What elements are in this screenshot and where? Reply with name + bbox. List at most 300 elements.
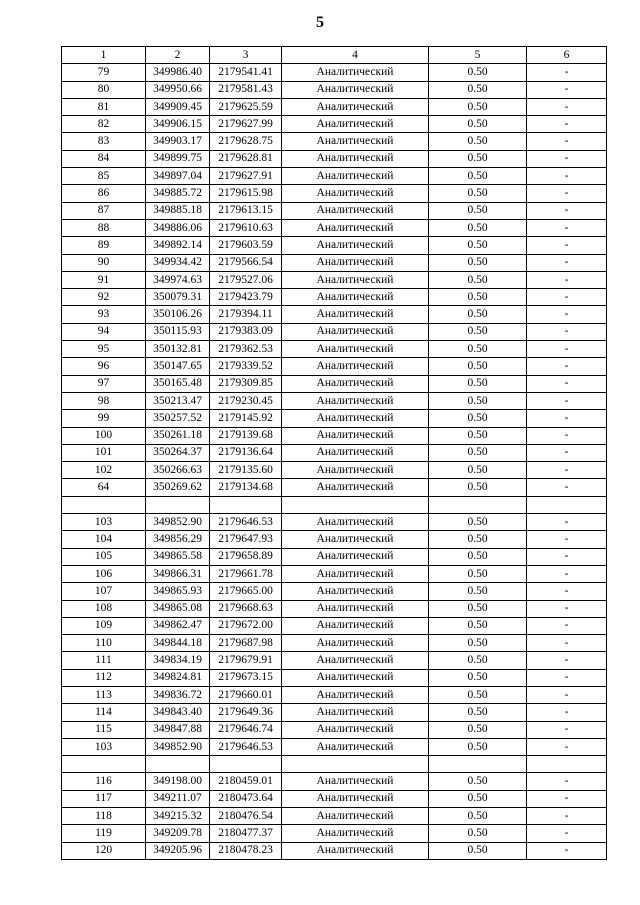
table-cell: 0.50 xyxy=(429,116,527,133)
table-cell: 2179665.00 xyxy=(210,583,282,600)
table-cell: 2179661.78 xyxy=(210,565,282,582)
table-cell: 350269.62 xyxy=(146,479,210,496)
table-cell: 107 xyxy=(62,583,146,600)
table-cell: Аналитический xyxy=(282,168,429,185)
table-cell: 0.50 xyxy=(429,669,527,686)
table-cell: Аналитический xyxy=(282,306,429,323)
table-row xyxy=(62,150,607,167)
table-cell: 349865.93 xyxy=(146,583,210,600)
table-cell: 0.50 xyxy=(429,150,527,167)
table-cell: 349198.00 xyxy=(146,773,210,790)
table-cell: Аналитический xyxy=(282,150,429,167)
table-cell: 349986.40 xyxy=(146,64,210,81)
table-cell: 0.50 xyxy=(429,375,527,392)
table-cell: 0.50 xyxy=(429,237,527,254)
table-cell: Аналитический xyxy=(282,462,429,479)
table-cell: 2179139.68 xyxy=(210,427,282,444)
table-cell: 349824.81 xyxy=(146,669,210,686)
table-header-row xyxy=(62,47,607,64)
table-cell: 2179658.89 xyxy=(210,548,282,565)
table-cell xyxy=(146,756,210,773)
table-cell: 120 xyxy=(62,842,146,859)
coordinates-table xyxy=(61,46,607,860)
table-cell: - xyxy=(527,462,607,479)
table-cell: 350147.65 xyxy=(146,358,210,375)
table-cell: 2179646.53 xyxy=(210,514,282,531)
table-cell: - xyxy=(527,427,607,444)
table-cell: - xyxy=(527,479,607,496)
table-cell: Аналитический xyxy=(282,323,429,340)
table-cell: 349866.31 xyxy=(146,565,210,582)
table-cell: 2179627.91 xyxy=(210,168,282,185)
table-cell: 0.50 xyxy=(429,427,527,444)
table-row xyxy=(62,358,607,375)
table-cell: 88 xyxy=(62,219,146,236)
table-cell: 0.50 xyxy=(429,306,527,323)
table-cell: - xyxy=(527,392,607,409)
table-row xyxy=(62,842,607,859)
table-cell: 2179627.99 xyxy=(210,116,282,133)
table-cell: 99 xyxy=(62,410,146,427)
table-cell: 350261.18 xyxy=(146,427,210,444)
table-cell: 0.50 xyxy=(429,271,527,288)
table-row xyxy=(62,617,607,634)
table-cell: 106 xyxy=(62,565,146,582)
table-cell: - xyxy=(527,790,607,807)
table-cell: 349934.42 xyxy=(146,254,210,271)
table-cell: 349847.88 xyxy=(146,721,210,738)
table-cell: - xyxy=(527,652,607,669)
table-row xyxy=(62,306,607,323)
table-cell: 350106.26 xyxy=(146,306,210,323)
table-cell: 0.50 xyxy=(429,617,527,634)
table-row xyxy=(62,219,607,236)
table-cell: 111 xyxy=(62,652,146,669)
table-cell: 349862.47 xyxy=(146,617,210,634)
table-cell xyxy=(146,496,210,513)
table-cell: Аналитический xyxy=(282,185,429,202)
table-cell: 0.50 xyxy=(429,254,527,271)
table-row xyxy=(62,462,607,479)
table-body xyxy=(62,64,607,860)
table-cell: - xyxy=(527,686,607,703)
table-cell: - xyxy=(527,548,607,565)
table-cell: 350257.52 xyxy=(146,410,210,427)
table-row xyxy=(62,600,607,617)
table-cell: 2179527.06 xyxy=(210,271,282,288)
table-cell: 0.50 xyxy=(429,704,527,721)
table-cell: Аналитический xyxy=(282,738,429,755)
table-cell: 0.50 xyxy=(429,219,527,236)
table-row xyxy=(62,479,607,496)
column-header: 4 xyxy=(282,47,429,64)
table-cell: - xyxy=(527,323,607,340)
table-cell: 350213.47 xyxy=(146,392,210,409)
table-cell xyxy=(282,756,429,773)
table-cell: 349885.72 xyxy=(146,185,210,202)
table-cell: Аналитический xyxy=(282,617,429,634)
table-cell: 109 xyxy=(62,617,146,634)
table-cell: 79 xyxy=(62,64,146,81)
table-row xyxy=(62,514,607,531)
table-cell: 349865.08 xyxy=(146,600,210,617)
table-cell: 98 xyxy=(62,392,146,409)
table-cell: 349852.90 xyxy=(146,738,210,755)
table-cell: 0.50 xyxy=(429,773,527,790)
table-cell: 0.50 xyxy=(429,514,527,531)
table-cell: 0.50 xyxy=(429,565,527,582)
table-cell: - xyxy=(527,375,607,392)
table-cell: Аналитический xyxy=(282,341,429,358)
table-row xyxy=(62,133,607,150)
table-cell: Аналитический xyxy=(282,669,429,686)
table-cell: 0.50 xyxy=(429,479,527,496)
table-row xyxy=(62,531,607,548)
table-cell: 87 xyxy=(62,202,146,219)
table-row xyxy=(62,64,607,81)
table-cell: 2179615.98 xyxy=(210,185,282,202)
table-cell: 0.50 xyxy=(429,133,527,150)
table-cell: 0.50 xyxy=(429,462,527,479)
table-cell: 110 xyxy=(62,635,146,652)
table-cell: - xyxy=(527,444,607,461)
table-cell: 90 xyxy=(62,254,146,271)
table-cell: 2179423.79 xyxy=(210,289,282,306)
table-cell: 96 xyxy=(62,358,146,375)
table-cell: - xyxy=(527,635,607,652)
table-row xyxy=(62,81,607,98)
table-cell: 0.50 xyxy=(429,410,527,427)
table-cell: 116 xyxy=(62,773,146,790)
table-cell: 2179647.93 xyxy=(210,531,282,548)
column-header: 2 xyxy=(146,47,210,64)
table-row xyxy=(62,583,607,600)
table-cell: 0.50 xyxy=(429,341,527,358)
table-cell: - xyxy=(527,704,607,721)
table-cell: 0.50 xyxy=(429,444,527,461)
table-cell: 2180478.23 xyxy=(210,842,282,859)
table-row xyxy=(62,790,607,807)
table-cell: 349974.63 xyxy=(146,271,210,288)
table-cell: 350115.93 xyxy=(146,323,210,340)
table-cell: 349885.18 xyxy=(146,202,210,219)
table-cell: - xyxy=(527,410,607,427)
table-cell: Аналитический xyxy=(282,531,429,548)
table-cell: 91 xyxy=(62,271,146,288)
table-cell: Аналитический xyxy=(282,289,429,306)
table-row xyxy=(62,825,607,842)
table-cell: 0.50 xyxy=(429,686,527,703)
table-row xyxy=(62,392,607,409)
table-cell: - xyxy=(527,514,607,531)
table-cell: - xyxy=(527,219,607,236)
page-number: 5 xyxy=(316,14,324,31)
table-cell: 2179625.59 xyxy=(210,98,282,115)
table-cell: Аналитический xyxy=(282,548,429,565)
table-cell: 350132.81 xyxy=(146,341,210,358)
table-cell: Аналитический xyxy=(282,790,429,807)
table-cell: - xyxy=(527,168,607,185)
table-cell: 2180476.54 xyxy=(210,808,282,825)
table-cell: 117 xyxy=(62,790,146,807)
table-cell: - xyxy=(527,842,607,859)
column-header: 6 xyxy=(527,47,607,64)
table-cell: 0.50 xyxy=(429,721,527,738)
table-row xyxy=(62,98,607,115)
table-cell: 2179566.54 xyxy=(210,254,282,271)
table-cell: Аналитический xyxy=(282,721,429,738)
table-cell: 0.50 xyxy=(429,548,527,565)
table-cell: 2179339.52 xyxy=(210,358,282,375)
table-cell: 118 xyxy=(62,808,146,825)
table-cell: 119 xyxy=(62,825,146,842)
table-cell: 103 xyxy=(62,738,146,755)
table-cell: 2179383.09 xyxy=(210,323,282,340)
table-cell: 0.50 xyxy=(429,289,527,306)
table-cell: - xyxy=(527,738,607,755)
table-row xyxy=(62,721,607,738)
table-cell: 350264.37 xyxy=(146,444,210,461)
table-cell: - xyxy=(527,565,607,582)
table-row xyxy=(62,289,607,306)
table-cell: - xyxy=(527,237,607,254)
table-cell: 85 xyxy=(62,168,146,185)
table-cell: 82 xyxy=(62,116,146,133)
column-header: 5 xyxy=(429,47,527,64)
table-row xyxy=(62,341,607,358)
table-cell: 350266.63 xyxy=(146,462,210,479)
table-cell: 2179309.85 xyxy=(210,375,282,392)
table-cell: 349909.45 xyxy=(146,98,210,115)
table-cell: 0.50 xyxy=(429,842,527,859)
table-cell xyxy=(429,756,527,773)
table-cell: Аналитический xyxy=(282,479,429,496)
table-cell: Аналитический xyxy=(282,825,429,842)
table-row xyxy=(62,565,607,582)
table-cell: - xyxy=(527,98,607,115)
table-cell: 0.50 xyxy=(429,98,527,115)
table-cell: Аналитический xyxy=(282,410,429,427)
table-cell: Аналитический xyxy=(282,358,429,375)
table-cell: - xyxy=(527,669,607,686)
table-cell: - xyxy=(527,583,607,600)
table-cell: 103 xyxy=(62,514,146,531)
table-cell: - xyxy=(527,185,607,202)
table-cell: 0.50 xyxy=(429,185,527,202)
table-cell: 349856.29 xyxy=(146,531,210,548)
column-header: 3 xyxy=(210,47,282,64)
table-cell xyxy=(210,496,282,513)
table-cell: 2179628.81 xyxy=(210,150,282,167)
table-cell xyxy=(282,496,429,513)
table-cell: 0.50 xyxy=(429,531,527,548)
table-cell: 2180477.37 xyxy=(210,825,282,842)
table-cell: Аналитический xyxy=(282,219,429,236)
table-cell: - xyxy=(527,271,607,288)
table-cell: - xyxy=(527,81,607,98)
table-cell: - xyxy=(527,254,607,271)
table-cell: 0.50 xyxy=(429,652,527,669)
table-row xyxy=(62,496,607,513)
table-cell: Аналитический xyxy=(282,202,429,219)
table-cell: 349906.15 xyxy=(146,116,210,133)
table-cell: - xyxy=(527,116,607,133)
table-row xyxy=(62,323,607,340)
table-row xyxy=(62,548,607,565)
table-cell: 349886.06 xyxy=(146,219,210,236)
table-cell xyxy=(527,496,607,513)
table-cell: 2179581.43 xyxy=(210,81,282,98)
table-cell: 0.50 xyxy=(429,392,527,409)
table-row xyxy=(62,254,607,271)
table-cell xyxy=(62,756,146,773)
table-cell: 349215.32 xyxy=(146,808,210,825)
table-cell: - xyxy=(527,808,607,825)
table-cell xyxy=(62,496,146,513)
table-cell: 113 xyxy=(62,686,146,703)
table-cell: 0.50 xyxy=(429,790,527,807)
table-cell: 81 xyxy=(62,98,146,115)
table-cell: 105 xyxy=(62,548,146,565)
table-cell: Аналитический xyxy=(282,237,429,254)
table-cell: 2179362.53 xyxy=(210,341,282,358)
table-cell: 104 xyxy=(62,531,146,548)
table-cell: 2179646.53 xyxy=(210,738,282,755)
table-cell: Аналитический xyxy=(282,565,429,582)
table-row xyxy=(62,410,607,427)
table-cell: 349892.14 xyxy=(146,237,210,254)
table-cell: - xyxy=(527,721,607,738)
table-cell: Аналитический xyxy=(282,652,429,669)
table-cell: 2179603.59 xyxy=(210,237,282,254)
table-cell: 2179673.15 xyxy=(210,669,282,686)
table-cell: 2179660.01 xyxy=(210,686,282,703)
table-cell: - xyxy=(527,64,607,81)
table-cell: 350079.31 xyxy=(146,289,210,306)
table-cell: 349897.04 xyxy=(146,168,210,185)
table-cell: 2179613.15 xyxy=(210,202,282,219)
table-cell: 0.50 xyxy=(429,64,527,81)
table-row xyxy=(62,202,607,219)
table-cell: Аналитический xyxy=(282,704,429,721)
table-cell: 349950.66 xyxy=(146,81,210,98)
table-cell: Аналитический xyxy=(282,842,429,859)
table-row xyxy=(62,271,607,288)
table-cell: 86 xyxy=(62,185,146,202)
table-cell: 93 xyxy=(62,306,146,323)
table-cell: Аналитический xyxy=(282,392,429,409)
table-cell: - xyxy=(527,306,607,323)
table-cell: 349836.72 xyxy=(146,686,210,703)
table-cell: 64 xyxy=(62,479,146,496)
table-cell: 349865.58 xyxy=(146,548,210,565)
table-cell: 101 xyxy=(62,444,146,461)
table-cell: 2179394.11 xyxy=(210,306,282,323)
table-cell: 349899.75 xyxy=(146,150,210,167)
table-cell: 349843.40 xyxy=(146,704,210,721)
table-cell: 0.50 xyxy=(429,808,527,825)
table-cell: 2180459.01 xyxy=(210,773,282,790)
table-row xyxy=(62,773,607,790)
table-row xyxy=(62,756,607,773)
table-cell: - xyxy=(527,825,607,842)
table-cell: 92 xyxy=(62,289,146,306)
table-cell: Аналитический xyxy=(282,773,429,790)
table-cell: Аналитический xyxy=(282,271,429,288)
table-row xyxy=(62,444,607,461)
table-cell: 2179610.63 xyxy=(210,219,282,236)
table-cell: 2179135.60 xyxy=(210,462,282,479)
table-row xyxy=(62,808,607,825)
table-cell: Аналитический xyxy=(282,686,429,703)
table-row xyxy=(62,704,607,721)
table-cell: 0.50 xyxy=(429,168,527,185)
table-cell: 2179230.45 xyxy=(210,392,282,409)
table-cell: Аналитический xyxy=(282,444,429,461)
table-row xyxy=(62,738,607,755)
table-cell: 94 xyxy=(62,323,146,340)
table-cell: 0.50 xyxy=(429,825,527,842)
table-cell: 0.50 xyxy=(429,738,527,755)
table-cell: 0.50 xyxy=(429,583,527,600)
table-cell: - xyxy=(527,150,607,167)
table-cell xyxy=(429,496,527,513)
table-row xyxy=(62,375,607,392)
table-cell: 2179541.41 xyxy=(210,64,282,81)
table-cell: Аналитический xyxy=(282,635,429,652)
table-cell: 0.50 xyxy=(429,358,527,375)
table-cell: Аналитический xyxy=(282,583,429,600)
table-cell: - xyxy=(527,600,607,617)
table-cell: 80 xyxy=(62,81,146,98)
table-cell: Аналитический xyxy=(282,375,429,392)
table-cell: - xyxy=(527,202,607,219)
table-cell: 2179668.63 xyxy=(210,600,282,617)
table-cell xyxy=(527,756,607,773)
table-cell: 349844.18 xyxy=(146,635,210,652)
table-row xyxy=(62,427,607,444)
table-cell: 0.50 xyxy=(429,600,527,617)
table-cell: 0.50 xyxy=(429,202,527,219)
table-cell: 349209.78 xyxy=(146,825,210,842)
table-cell: 84 xyxy=(62,150,146,167)
table-cell: Аналитический xyxy=(282,116,429,133)
table-cell: 349205.96 xyxy=(146,842,210,859)
table-cell: Аналитический xyxy=(282,427,429,444)
table-cell: 349852.90 xyxy=(146,514,210,531)
table-cell: Аналитический xyxy=(282,98,429,115)
table-cell: 112 xyxy=(62,669,146,686)
table-cell: - xyxy=(527,617,607,634)
table-cell: Аналитический xyxy=(282,514,429,531)
table-cell: Аналитический xyxy=(282,254,429,271)
table-cell: Аналитический xyxy=(282,81,429,98)
table-cell: 100 xyxy=(62,427,146,444)
table-cell: Аналитический xyxy=(282,133,429,150)
table-cell: 2179687.98 xyxy=(210,635,282,652)
table-cell: - xyxy=(527,133,607,150)
table-cell: Аналитический xyxy=(282,600,429,617)
table-cell: 2179134.68 xyxy=(210,479,282,496)
table-cell: 349903.17 xyxy=(146,133,210,150)
table-cell: 349834.19 xyxy=(146,652,210,669)
table-cell: 89 xyxy=(62,237,146,254)
table-cell: 114 xyxy=(62,704,146,721)
table-cell: Аналитический xyxy=(282,64,429,81)
table-row xyxy=(62,168,607,185)
table-cell: 2179646.74 xyxy=(210,721,282,738)
table-cell: 2179649.36 xyxy=(210,704,282,721)
